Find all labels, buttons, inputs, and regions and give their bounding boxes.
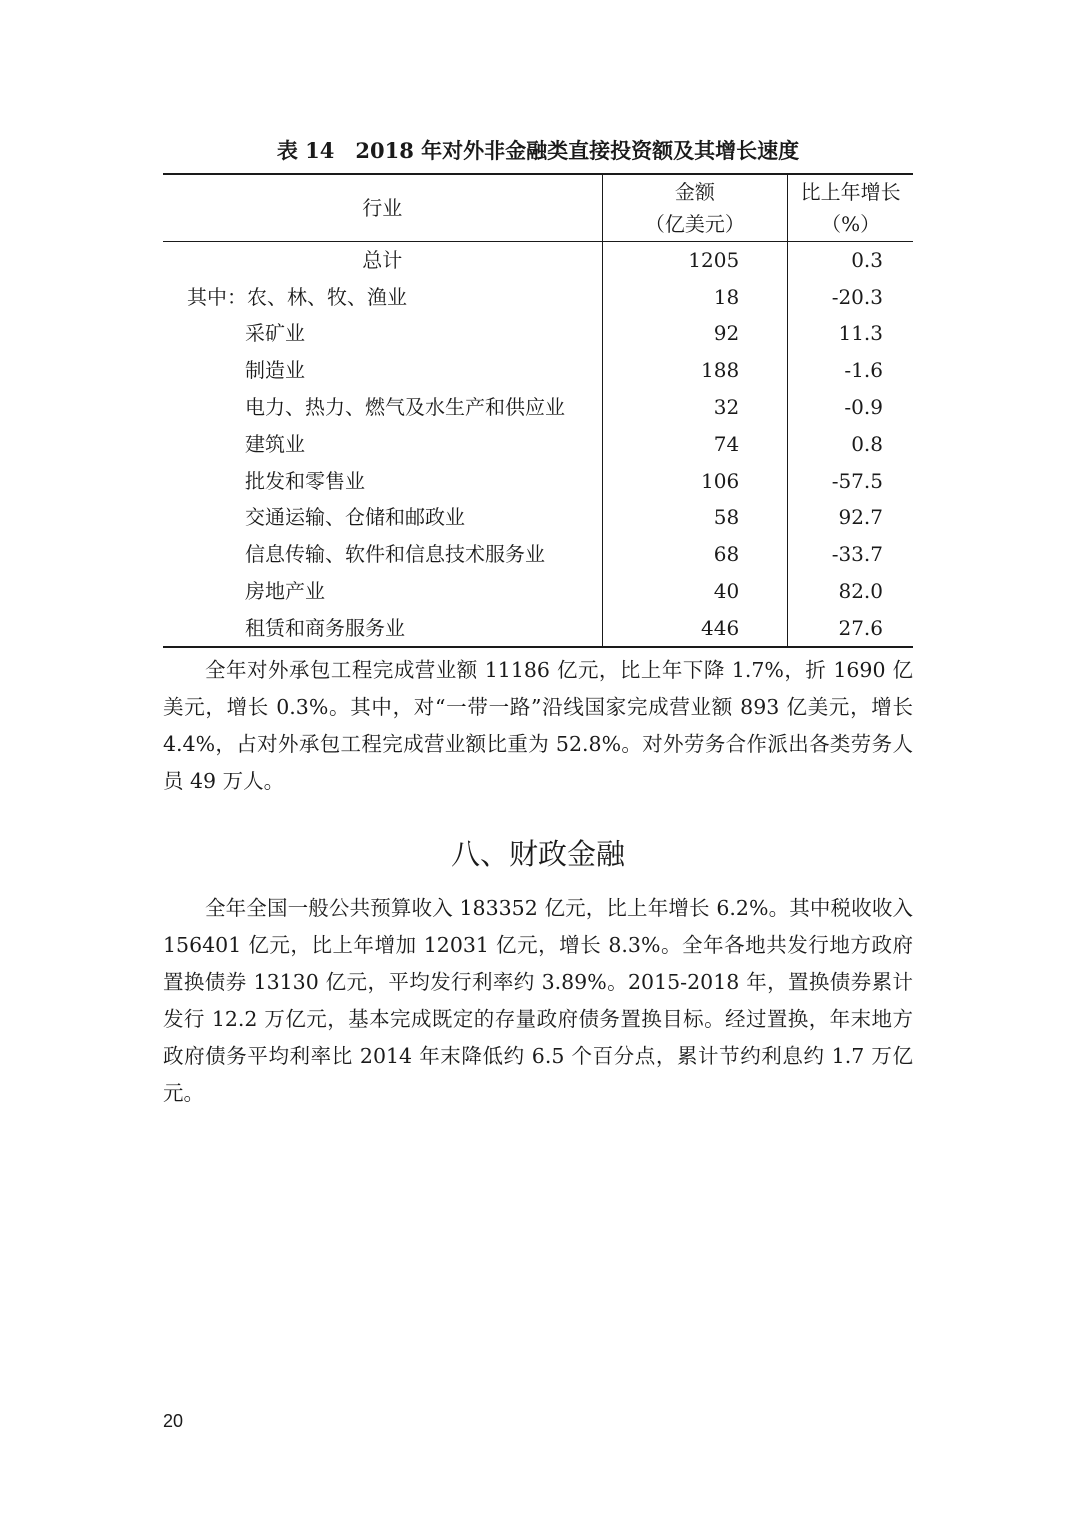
row-amount: 446 — [602, 609, 788, 647]
row-amount: 106 — [602, 462, 788, 499]
row-growth: 0.3 — [788, 241, 913, 278]
row-amount: 40 — [602, 573, 788, 610]
row-amount: 1205 — [602, 241, 788, 278]
investment-table — [163, 173, 913, 648]
row-amount: 74 — [602, 425, 788, 462]
row-growth: 11.3 — [788, 315, 913, 352]
paragraph-contracting: 全年对外承包工程完成营业额 11186 亿元，比上年下降 1.7%，折 1690 亿美元，增长 0.3%。其中，对“一带一路”沿线国家完成营业额 893 亿美元，增长 4.4%，占对外承包工程完成营业额比重为 52.8%。对外劳务合作派出各类劳务人员 49 万人。 — [163, 658, 913, 793]
table-row — [163, 462, 913, 499]
row-growth: 82.0 — [788, 573, 913, 610]
header-amount-line1: 金额 — [674, 179, 715, 204]
table-row — [163, 609, 913, 647]
header-growth-line2: （%） — [821, 211, 881, 236]
row-growth: -0.9 — [788, 389, 913, 426]
row-name: 交通运输、仓储和邮政业 — [245, 505, 465, 530]
table-row — [163, 425, 913, 462]
row-amount: 188 — [602, 352, 788, 389]
row-name: 建筑业 — [245, 431, 305, 456]
table-row — [163, 499, 913, 536]
row-name: 信息传输、软件和信息技术服务业 — [245, 542, 545, 567]
row-name: 批发和零售业 — [245, 468, 365, 493]
header-amount-line2: （亿美元） — [644, 211, 745, 236]
row-growth: 27.6 — [788, 609, 913, 647]
table-row — [163, 315, 913, 352]
row-amount: 32 — [602, 389, 788, 426]
header-amount — [602, 174, 788, 241]
table-row — [163, 278, 913, 315]
investment-table-container — [163, 173, 913, 648]
row-name: 电力、热力、燃气及水生产和供应业 — [245, 395, 565, 420]
table-row — [163, 389, 913, 426]
row-growth: -1.6 — [788, 352, 913, 389]
row-name: 总计 — [362, 247, 403, 272]
paragraph-finance: 全年全国一般公共预算收入 183352 亿元，比上年增长 6.2%。其中税收收入 156401 亿元，比上年增加 12031 亿元，增长 8.3%。全年各地共发行地方政府置换债券 13130 亿元，平均发行利率约 3.89%。2015-2018 年，置换债券累计发行 12.2 万亿元，基本完成既定的存量政府债务置换目标。经过置换，年末地方政府债务平均利率比 2014 年末降低约 6.5 个百分点，累计节约利息约 1.7 万亿元。 — [163, 896, 913, 1105]
row-growth: 0.8 — [788, 425, 913, 462]
row-name: 其中：农、林、牧、渔业 — [187, 284, 407, 309]
table-header-row — [163, 174, 913, 241]
row-growth: -57.5 — [788, 462, 913, 499]
row-amount: 18 — [602, 278, 788, 315]
header-growth-line1: 比上年增长 — [800, 179, 901, 204]
row-name: 租赁和商务服务业 — [245, 615, 405, 640]
page-number: 20 — [163, 1411, 184, 1431]
table-row — [163, 573, 913, 610]
header-industry: 行业 — [163, 174, 602, 241]
table-title: 表 14 2018 年对外非金融类直接投资额及其增长速度 — [276, 138, 800, 163]
row-growth: 92.7 — [788, 499, 913, 536]
table-row-total — [163, 241, 913, 278]
row-growth: -20.3 — [788, 278, 913, 315]
row-amount: 68 — [602, 536, 788, 573]
row-name: 制造业 — [245, 358, 305, 383]
row-amount: 92 — [602, 315, 788, 352]
row-growth: -33.7 — [788, 536, 913, 573]
section-heading: 八、财政金融 — [450, 837, 625, 871]
table-row — [163, 536, 913, 573]
row-name: 采矿业 — [245, 321, 305, 346]
row-amount: 58 — [602, 499, 788, 536]
header-growth — [788, 174, 913, 241]
table-row — [163, 352, 913, 389]
row-name: 房地产业 — [245, 579, 325, 604]
